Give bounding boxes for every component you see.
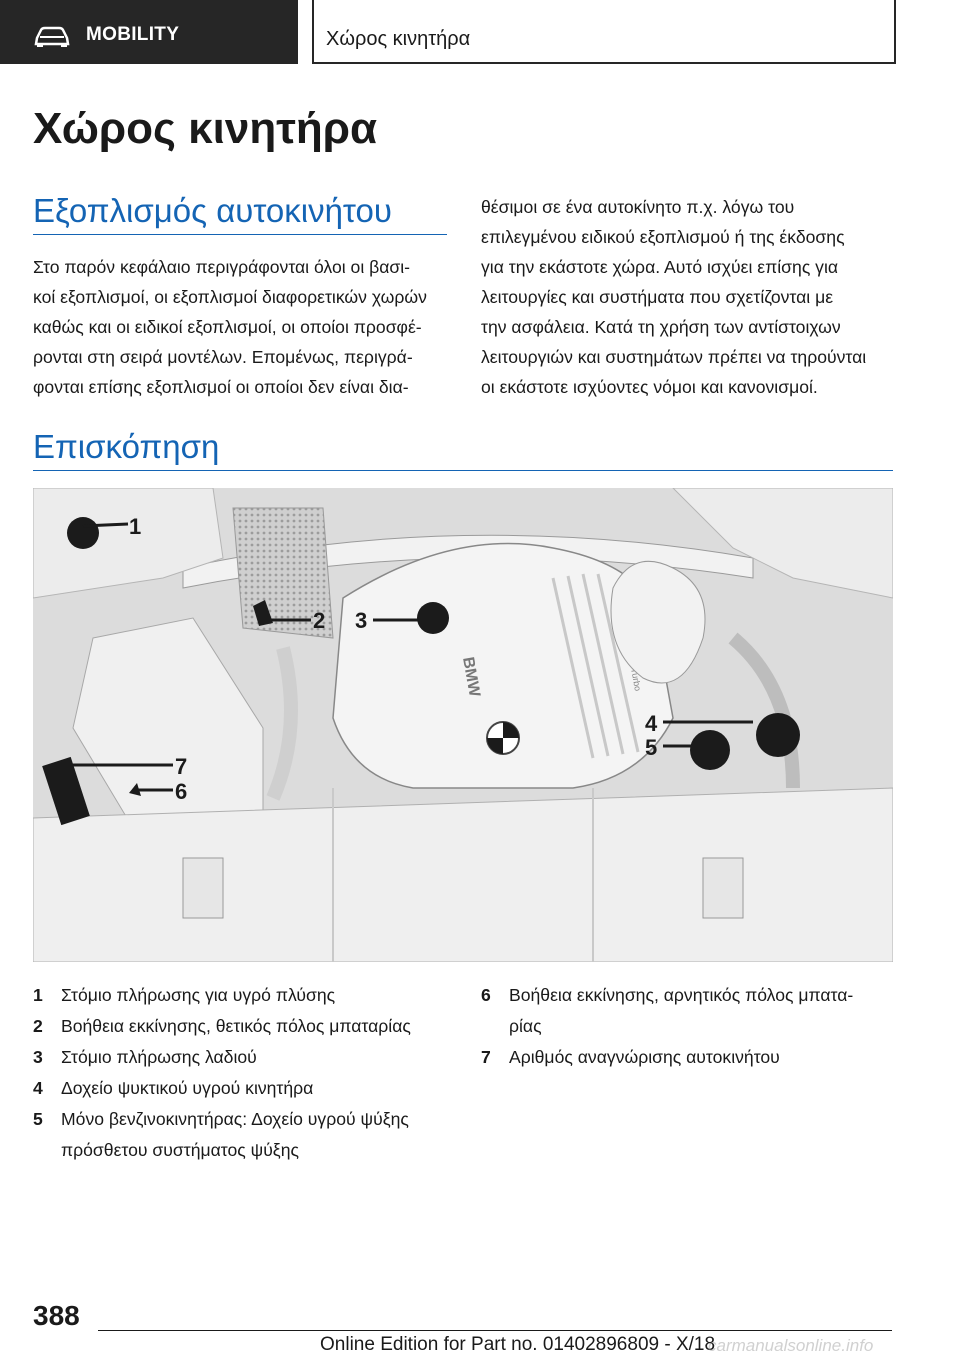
engine-bay-photo [33, 488, 893, 962]
callout-label-7: 7 [175, 754, 188, 779]
paragraph-line: Στο παρόν κεφάλαιο περιγράφονται όλοι οι βασι‐ [33, 257, 411, 277]
footer-divider [98, 1330, 892, 1331]
callout-label-4: 4 [645, 711, 658, 736]
legend-item [481, 980, 893, 1042]
legend-number: 6 [481, 985, 491, 1005]
legend-right [481, 980, 893, 1073]
legend-text-line: Στόμιο πλήρωσης για υγρό πλύσης [61, 985, 336, 1005]
legend-number: 5 [33, 1109, 43, 1129]
legend-number: 3 [33, 1047, 43, 1067]
legend-number: 1 [33, 985, 43, 1005]
legend-number: 7 [481, 1047, 491, 1067]
paragraph-line: για την εκάστοτε χώρα. Αυτό ισχύει επίσης για [481, 257, 839, 277]
legend-text-line: ρίας [509, 1016, 542, 1036]
watermark: carmanualsonline.info [708, 1336, 874, 1355]
legend-text-line: Δοχείο ψυκτικού υγρού κινητήρα [61, 1078, 314, 1098]
section-divider [33, 234, 447, 235]
paragraph-line: θέσιμοι σε ένα αυτοκίνητο π.χ. λόγω του [481, 197, 795, 217]
legend-text-line: Βοήθεια εκκίνησης, θετικός πόλος μπαταρίας [61, 1016, 411, 1036]
callout-marker-4 [756, 713, 800, 757]
paragraph-line: φονται επίσης εξοπλισμοί οι οποίοι δεν είναι δια‐ [33, 377, 409, 397]
legend-text [61, 1104, 453, 1166]
legend-number: 4 [33, 1078, 43, 1098]
legend-text-line: Μόνο βενζινοκινητήρας: Δοχείο υγρού ψύξης [61, 1109, 409, 1129]
legend-item [33, 1042, 453, 1073]
section-divider [33, 470, 893, 471]
legend-left [33, 980, 453, 1166]
brand-label: MOBILITY [86, 24, 180, 45]
legend-number: 2 [33, 1016, 43, 1036]
intro-paragraph-col2 [481, 192, 866, 402]
legend-text-line: Αριθμός αναγνώρισης αυτοκινήτου [509, 1047, 780, 1067]
callout-label-5: 5 [645, 735, 658, 760]
car-icon [34, 26, 70, 48]
legend-item [33, 1073, 453, 1104]
callout-marker-1 [67, 517, 99, 549]
legend-text [61, 1042, 453, 1073]
callout-marker-5 [690, 730, 730, 770]
callout-label-6: 6 [175, 779, 188, 804]
legend-text [509, 1042, 893, 1073]
legend-text [61, 1011, 453, 1042]
legend-text-line: Στόμιο πλήρωσης λαδιού [61, 1047, 257, 1067]
legend-item [33, 1104, 453, 1166]
legend-text [61, 1073, 453, 1104]
breadcrumb: Χώρος κινητήρα [326, 28, 471, 50]
section-heading-overview: Επισκόπηση [33, 428, 220, 465]
legend-text [509, 980, 893, 1042]
header-brand-tab[interactable] [0, 0, 298, 64]
footer-edition: Online Edition for Part no. 01402896809 - X/18 [320, 1334, 716, 1355]
engine-logo-text: BMW [459, 655, 483, 699]
legend-text-line: πρόσθετου συστήματος ψύξης [61, 1140, 299, 1160]
legend-item [481, 1042, 893, 1073]
paragraph-line: οι εκάστοτε ισχύοντες νόμοι και κανονισμοί. [481, 377, 818, 397]
breadcrumb-tab[interactable] [312, 0, 896, 64]
legend-item [33, 980, 453, 1011]
paragraph-line: λειτουργίες και συστήματα που σχετίζονται με [481, 287, 834, 307]
section-heading-equipment: Εξοπλισμός αυτοκινήτου [33, 192, 392, 229]
legend-text-line: Βοήθεια εκκίνησης, αρνητικός πόλος μπατα‐ [509, 985, 854, 1005]
paragraph-line: καθώς και οι ειδικοί εξοπλισμοί, οι οποίοι προσφέ‐ [33, 317, 422, 337]
paragraph-line: την ασφάλεια. Κατά τη χρήση των αντίστοιχων [481, 317, 841, 337]
callout-label-3: 3 [355, 608, 368, 633]
paragraph-line: επιλεγμένου ειδικού εξοπλισμού ή της έκδοσης [481, 227, 845, 247]
callout-label-2: 2 [313, 608, 326, 633]
paragraph-line: ρονται στη σειρά μοντέλων. Επομένως, περιγρά‐ [33, 347, 413, 367]
paragraph-line: κοί εξοπλισμοί, οι εξοπλισμοί διαφορετικών χωρών [33, 287, 427, 307]
paragraph-line: λειτουργιών και συστημάτων πρέπει να τηρούνται [481, 347, 867, 367]
legend-text [61, 980, 453, 1011]
intro-paragraph-col1 [33, 252, 427, 402]
callout-label-1: 1 [129, 514, 142, 539]
page-title: Χώρος κινητήρα [33, 104, 378, 153]
page-number: 388 [33, 1300, 80, 1331]
legend-item [33, 1011, 453, 1042]
callout-marker-3 [417, 602, 449, 634]
